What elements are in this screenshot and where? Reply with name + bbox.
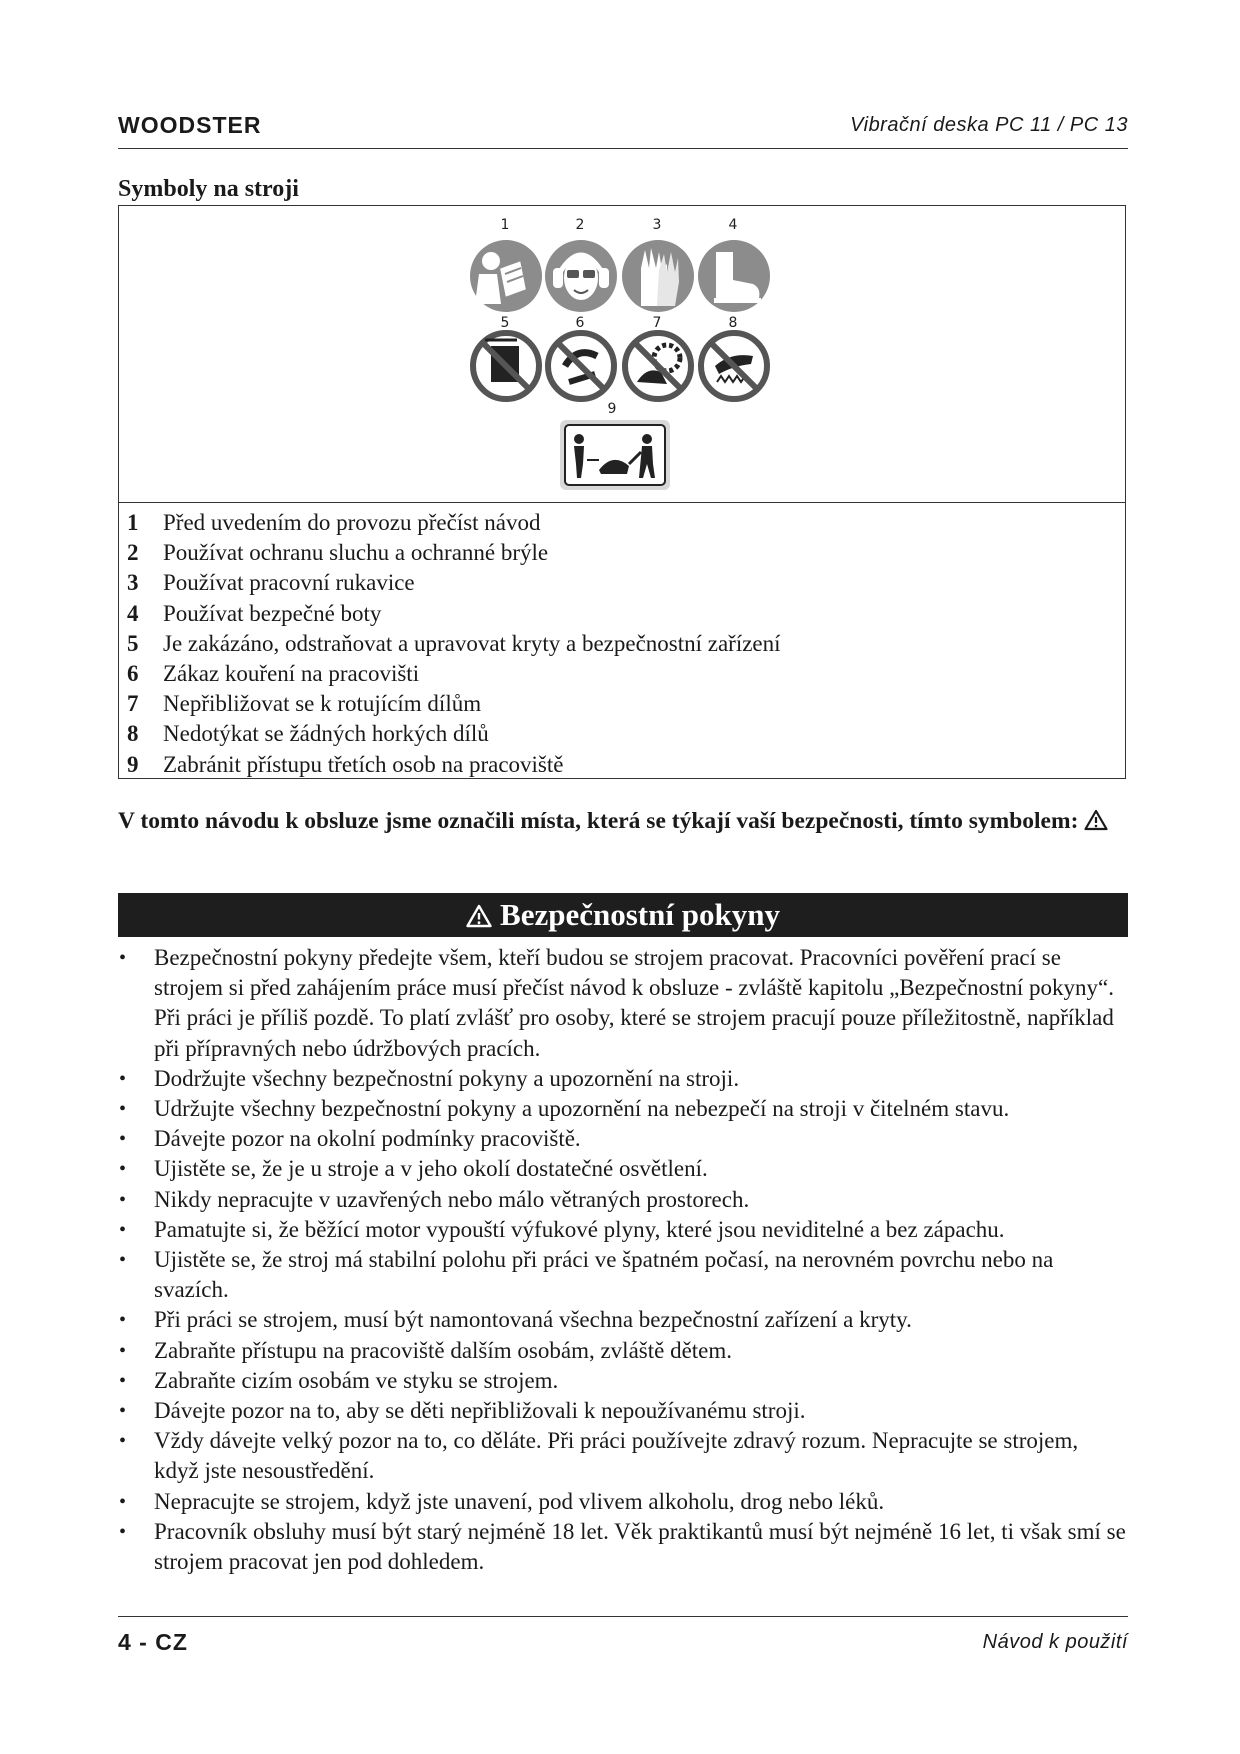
list-item: • Dávejte pozor na okolní podmínky pracoviště.: [118, 1124, 1128, 1154]
legend-item: 6 Zákaz kouření na pracovišti: [127, 660, 420, 686]
symbols-image-cell: [119, 206, 1125, 503]
warning-triangle-icon: [1084, 809, 1108, 839]
icon-number-2: 2: [575, 217, 585, 233]
no-rotating-parts-icon: [625, 333, 691, 399]
list-item: • Vždy dávejte velký pozor na to, co děláte. Při práci používejte zdravý rozum. Nepracujte se strojem, když jste nesoustředění.: [118, 1426, 1128, 1486]
legend-item: 5 Je zakázáno, odstraňovat a upravovat kryty a bezpečnostní zařízení: [127, 630, 781, 656]
legend-item: 4 Používat bezpečné boty: [127, 600, 382, 626]
legend-item: 3 Používat pracovní rukavice: [127, 570, 415, 596]
list-item: • Bezpečnostní pokyny předejte všem, kteří budou se strojem pracovat. Pracovníci pověření prací se strojem si před zahájením práce musí přečíst návod k obsluze - zvláště kapitolu „Bezpečnostní pokyny“. Při práci je příliš pozdě. To platí zvlášť pro osoby, které se strojem pracují pouze příležitostně, například při přípravných nebo údržbových pracích.: [118, 943, 1128, 1064]
list-item: • Nikdy nepracujte v uzavřených nebo málo větraných prostorech.: [118, 1185, 1128, 1215]
legend-item: 9 Zabránit přístupu třetích osob na pracoviště: [127, 751, 564, 777]
keep-distance-icon: [560, 420, 670, 490]
no-removing-guards-icon: [473, 333, 539, 399]
no-smoking-icon: [548, 333, 614, 399]
warning-triangle-icon: [466, 897, 500, 932]
page-header: [118, 112, 1128, 149]
list-item: • Dodržujte všechny bezpečnostní pokyny a upozornění na stroji.: [118, 1064, 1128, 1094]
list-item: • Udržujte všechny bezpečnostní pokyny a upozornění na nebezpečí na stroji v čitelném stavu.: [118, 1094, 1128, 1124]
read-manual-icon: [470, 240, 542, 312]
icon-number-8: 8: [728, 315, 738, 331]
list-item: • Při práci se strojem, musí být namontovaná všechna bezpečnostní zařízení a kryty.: [118, 1305, 1128, 1335]
brand-name: WOODSTER: [118, 112, 262, 138]
legend-item: 1 Před uvedením do provozu přečíst návod: [127, 510, 541, 535]
safety-symbol-notice: V tomto návodu k obsluze jsme označili místa, která se týkají vaší bezpečnosti, tímto symbolem:: [118, 806, 1128, 839]
list-item: • Ujistěte se, že je u stroje a v jeho okolí dostatečné osvětlení.: [118, 1154, 1128, 1184]
hearing-eye-protection-icon: [545, 240, 617, 312]
list-item: • Ujistěte se, že stroj má stabilní polohu při práci ve špatném počasí, na nerovném povrchu nebo na svazích.: [118, 1245, 1128, 1305]
icon-number-6: 6: [575, 315, 585, 331]
document-title: Vibrační deska PC 11 / PC 13: [850, 114, 1128, 136]
list-item: • Zabraňte cizím osobám ve styku se strojem.: [118, 1366, 1128, 1396]
list-item: • Zabraňte přístupu na pracoviště dalším osobám, zvláště dětem.: [118, 1336, 1128, 1366]
icon-number-3: 3: [652, 217, 662, 233]
list-item: • Pracovník obsluhy musí být starý nejméně 18 let. Věk praktikantů musí být nejméně 16 let, ti však smí se strojem pracovat jen pod dohledem.: [118, 1517, 1128, 1577]
safety-boots-icon: [698, 240, 770, 312]
legend-item: 7 Nepřibližovat se k rotujícím dílům: [127, 691, 482, 717]
safety-instructions-list: [118, 943, 1128, 1577]
symbols-figure: [119, 206, 1124, 500]
page-number: 4 - CZ: [118, 1629, 188, 1655]
icon-number-5: 5: [500, 315, 510, 331]
legend-item: 2 Používat ochranu sluchu a ochranné brýle: [127, 540, 549, 566]
icon-number-9: 9: [607, 401, 617, 417]
list-item: • Nepracujte se strojem, když jste unavení, pod vlivem alkoholu, drog nebo léků.: [118, 1487, 1128, 1517]
list-item: • Dávejte pozor na to, aby se děti nepřibližovali k nepoužívanému stroji.: [118, 1396, 1128, 1426]
gloves-icon: [622, 240, 694, 312]
symbols-legend: [127, 508, 781, 780]
list-item: • Pamatujte si, že běžící motor vypouští výfukové plyny, které jsou neviditelné a bez zápachu.: [118, 1215, 1128, 1245]
no-hot-surfaces-icon: [701, 333, 767, 399]
page-footer: [118, 1616, 1128, 1667]
icon-number-7: 7: [652, 315, 662, 331]
safety-heading-banner: Bezpečnostní pokyny: [118, 893, 1128, 937]
icon-number-1: 1: [500, 217, 510, 233]
manual-label: Návod k použití: [982, 1631, 1128, 1653]
symbols-table: [118, 205, 1126, 779]
legend-item: 8 Nedotýkat se žádných horkých dílů: [127, 721, 489, 747]
icon-number-4: 4: [728, 217, 738, 233]
symbols-section-title: Symboly na stroji: [118, 176, 299, 202]
